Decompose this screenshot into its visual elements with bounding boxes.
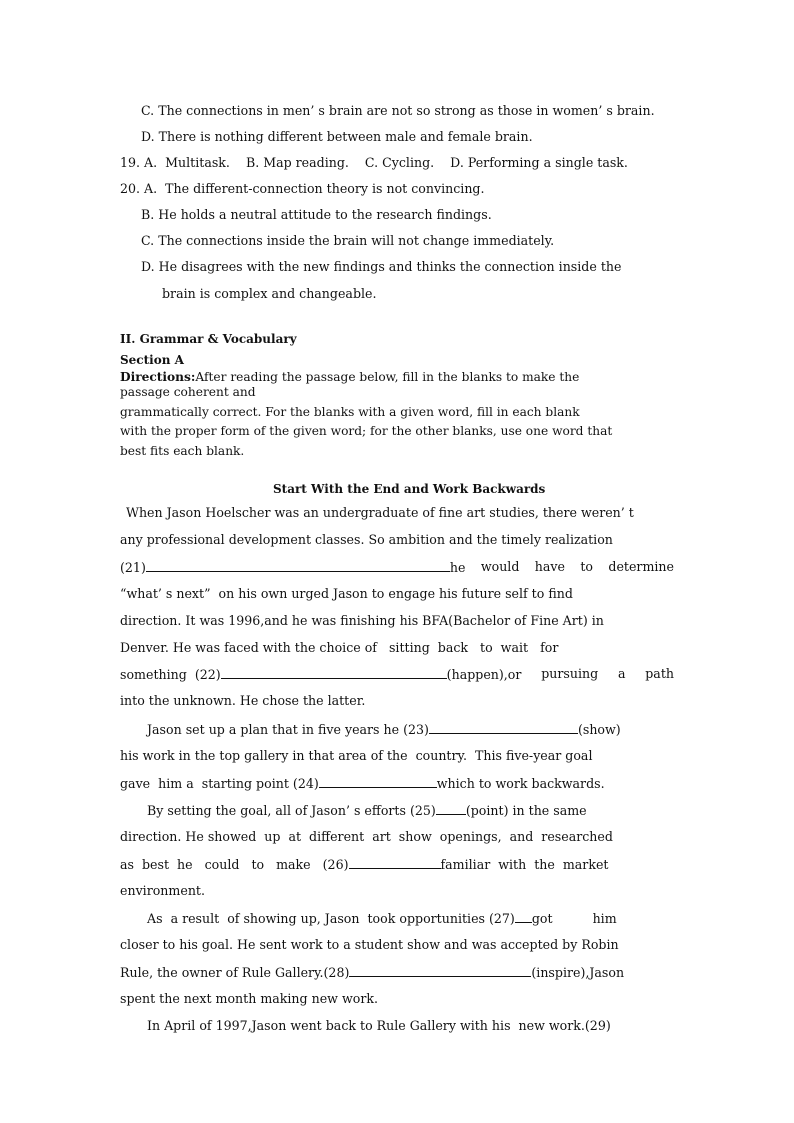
passage-line-14 — [120, 856, 608, 873]
word-determine: determine — [608, 559, 674, 574]
blank-21[interactable] — [146, 559, 450, 572]
directions-label: Directions: — [120, 370, 196, 384]
passage-line-3 — [120, 559, 674, 576]
directions-text-1: After reading the passage below, fill in the blanks to make the — [195, 370, 580, 384]
option-20b: B. He holds a neutral attitude to the research findings. — [141, 207, 492, 222]
hint-point: (point) in the same — [465, 803, 587, 818]
directions-line-3: grammatically correct. For the blanks with a given word, fill in each blank — [120, 405, 580, 419]
blank-24-lead: gave him a starting point (24) — [120, 776, 319, 791]
directions-line-4: with the proper form of the given word; for the other blanks, use one word that — [120, 424, 613, 438]
passage-line-6: Denver. He was faced with the choice of sitting back to wait for — [120, 640, 559, 655]
blank-22[interactable] — [221, 666, 447, 679]
blank-22-number: something (22) — [120, 667, 221, 682]
passage-line-8: into the unknown. He chose the latter. — [120, 693, 366, 708]
blank-27-lead: As a result of showing up, Jason took opportunities (27) — [147, 911, 515, 926]
directions-line-2: passage coherent and — [120, 385, 256, 399]
blank-26-lead: as best he could to make (26) — [120, 857, 349, 872]
passage-line-20: In April of 1997,Jason went back to Rule Gallery with his new work.(29) — [147, 1018, 611, 1033]
question-19: 19. A. Multitask. B. Map reading. C. Cycling. D. Performing a single task. — [120, 155, 628, 170]
directions-line-1 — [120, 369, 579, 385]
passage-line-16 — [147, 910, 617, 927]
blank-25-lead: By setting the goal, all of Jason’ s efforts (25) — [147, 803, 436, 818]
passage-line-4: “what’ s next” on his own urged Jason to engage his future self to find — [120, 586, 573, 601]
option-18c: C. The connections in men’ s brain are not so strong as those in women’ s brain. — [141, 103, 655, 118]
blank-23[interactable] — [429, 721, 578, 734]
passage-line-7 — [120, 666, 674, 683]
passage-line-10: his work in the top gallery in that area of the country. This five-year goal — [120, 748, 593, 763]
blank-24[interactable] — [319, 775, 437, 788]
blank-23-lead: Jason set up a plan that in five years he (23) — [147, 722, 429, 737]
word-to: to — [580, 559, 594, 574]
word-he: he — [449, 560, 466, 575]
blank-27[interactable] — [515, 910, 532, 923]
passage-line-11 — [120, 775, 605, 792]
section-subheading: Section A — [120, 353, 184, 367]
passage-line-17: closer to his goal. He sent work to a student show and was accepted by Robin — [120, 937, 619, 952]
passage-line-13: direction. He showed up at different art show openings, and researched — [120, 829, 613, 844]
word-a: a — [617, 666, 626, 681]
passage-line-19: spent the next month making new work. — [120, 991, 378, 1006]
option-20c: C. The connections inside the brain will not change immediately. — [141, 233, 555, 248]
passage-line-1: When Jason Hoelscher was an undergraduate of fine art studies, there weren’ t — [126, 505, 634, 520]
section-heading: II. Grammar & Vocabulary — [120, 332, 297, 346]
word-pursuing: pursuing — [541, 666, 599, 681]
blank-25[interactable] — [436, 802, 466, 815]
blank-28-lead: Rule, the owner of Rule Gallery.(28) — [120, 965, 350, 980]
word-path: path — [645, 666, 674, 681]
passage-line-15: environment. — [120, 883, 205, 898]
word-him: him — [592, 911, 617, 926]
blank-28[interactable] — [349, 964, 531, 977]
blank-24-tail: which to work backwards. — [436, 776, 605, 791]
hint-show: (show) — [577, 722, 621, 737]
directions-line-5: best fits each blank. — [120, 444, 245, 458]
passage-line-12 — [147, 802, 587, 819]
passage-line-9 — [147, 721, 621, 738]
option-20d: D. He disagrees with the new findings and thinks the connection inside the — [141, 259, 622, 274]
word-got: got — [531, 911, 553, 926]
option-18d: D. There is nothing different between male and female brain. — [141, 129, 533, 144]
hint-happen: (happen),or — [446, 667, 522, 682]
word-have: have — [534, 559, 565, 574]
question-20a: 20. A. The different-connection theory is not convincing. — [120, 181, 485, 196]
blank-21-number: (21) — [120, 560, 146, 575]
word-would: would — [480, 559, 520, 574]
hint-inspire: (inspire),Jason — [531, 965, 625, 980]
passage-line-5: direction. It was 1996,and he was finishing his BFA(Bachelor of Fine Art) in — [120, 613, 604, 628]
passage-line-2: any professional development classes. So ambition and the timely realization — [120, 532, 613, 547]
blank-26[interactable] — [349, 856, 441, 869]
passage-line-18 — [120, 964, 624, 981]
option-20d-continued: brain is complex and changeable. — [162, 286, 377, 301]
passage-title: Start With the End and Work Backwards — [273, 482, 546, 496]
blank-26-tail: familiar with the market — [440, 857, 609, 872]
